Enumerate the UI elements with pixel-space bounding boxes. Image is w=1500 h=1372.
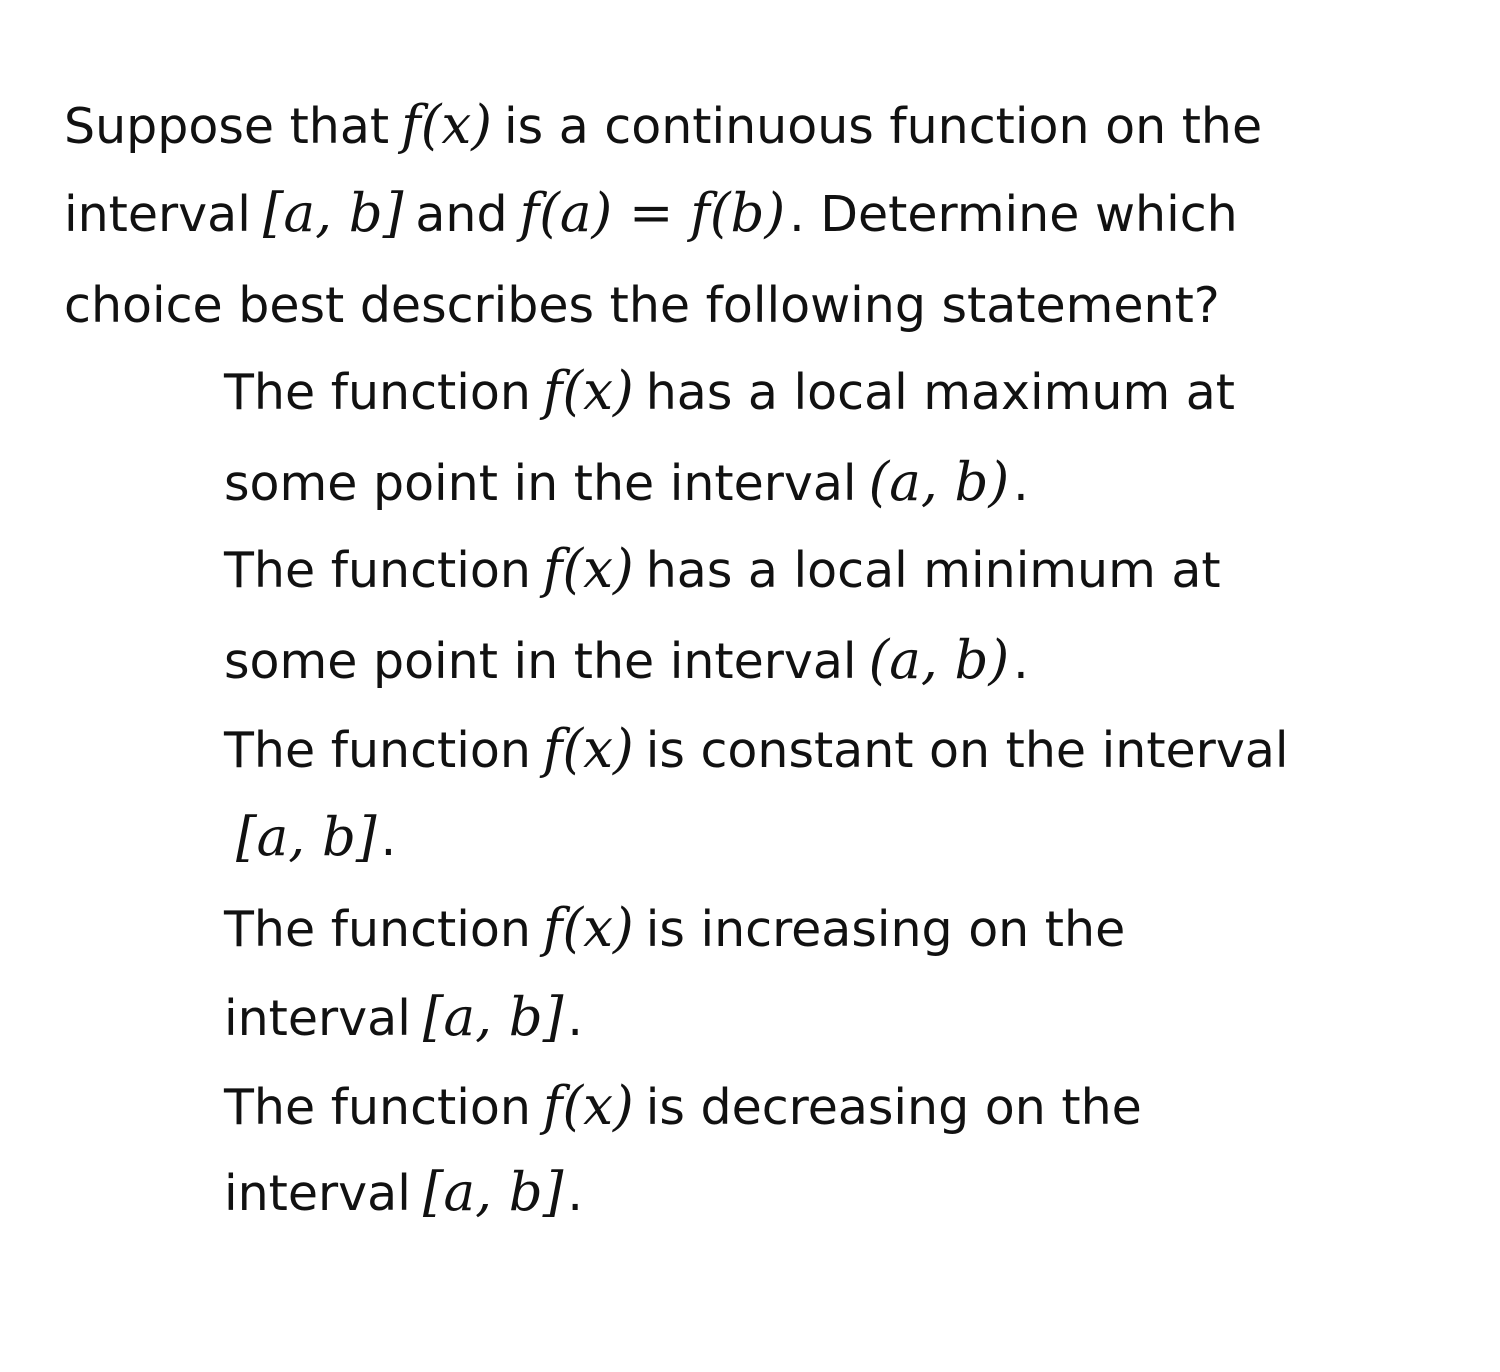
option-line <box>224 988 583 1049</box>
math-expression: [a, b] <box>262 183 404 244</box>
option-line <box>224 720 1288 781</box>
option-text: is decreasing on the <box>645 1079 1142 1136</box>
option-line <box>224 808 396 869</box>
question-text: and <box>415 186 508 243</box>
option-text: some point in the interval <box>224 633 857 690</box>
option-line <box>224 1077 1142 1138</box>
math-expression: f(x) <box>542 719 634 780</box>
option-line <box>224 362 1235 423</box>
math-expression: f(x) <box>542 898 634 959</box>
option-line <box>224 899 1125 960</box>
option-text: . <box>567 1165 583 1222</box>
question-line <box>64 96 1262 157</box>
question-line <box>64 184 1238 245</box>
math-expression: [a, b] <box>422 987 564 1048</box>
option-line <box>224 453 1029 514</box>
math-expression: [a, b] <box>236 807 377 868</box>
math-expression: (a, b) <box>868 630 1010 691</box>
option-text: The function <box>224 1079 531 1136</box>
option-text: interval <box>224 990 411 1047</box>
question-text: choice best describes the following statement? <box>64 277 1220 334</box>
option-text: . <box>1013 633 1029 690</box>
option-text: . <box>380 810 397 867</box>
option-text: has a local minimum at <box>645 542 1221 599</box>
option-text: The function <box>224 722 531 779</box>
question-text: . Determine which <box>789 186 1238 243</box>
option-text: is increasing on the <box>645 901 1126 958</box>
math-expression: f(a) = f(b) <box>519 183 786 244</box>
math-expression: f(x) <box>542 361 634 422</box>
math-expression: f(x) <box>401 95 492 156</box>
option-text: The function <box>224 542 531 599</box>
option-text: . <box>1013 455 1029 512</box>
option-text: The function <box>224 901 531 958</box>
option-text: The function <box>224 364 531 421</box>
option-line <box>224 540 1221 601</box>
question-line <box>64 276 1220 336</box>
math-expression: (a, b) <box>868 452 1010 513</box>
option-text: has a local maximum at <box>645 364 1235 421</box>
math-expression: [a, b] <box>422 1162 564 1223</box>
question-text: interval <box>64 186 251 243</box>
option-text: some point in the interval <box>224 455 857 512</box>
math-expression: f(x) <box>542 1076 634 1137</box>
question-text: is a continuous function on the <box>503 98 1263 155</box>
option-line <box>224 1163 583 1224</box>
option-line <box>224 631 1029 692</box>
math-expression: f(x) <box>542 539 634 600</box>
option-text: interval <box>224 1165 411 1222</box>
question-text: Suppose that <box>64 98 390 155</box>
option-text: is constant on the interval <box>645 722 1289 779</box>
option-text: . <box>567 990 583 1047</box>
